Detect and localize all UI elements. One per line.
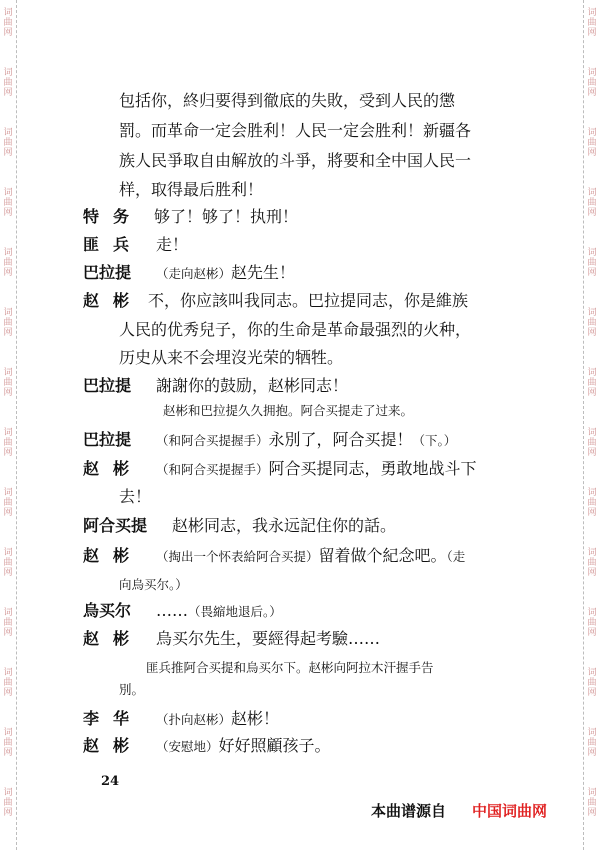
speaker-name: 烏买尔 bbox=[83, 601, 132, 620]
stage-direction: 向烏买尔。） bbox=[119, 577, 188, 592]
dialogue-text: 謝謝你的鼓励，赵彬同志！ bbox=[156, 376, 349, 395]
watermark-right: 词曲网 bbox=[587, 128, 597, 158]
watermark-right: 词曲网 bbox=[587, 728, 597, 758]
watermark-left: 词曲网 bbox=[3, 488, 13, 518]
stage-direction: （扑向赵彬） bbox=[156, 712, 232, 727]
watermark-left: 词曲网 bbox=[3, 188, 13, 218]
dialogue-text: 历史从来不会埋沒光荣的牺牲。 bbox=[119, 348, 344, 367]
watermark-right: 词曲网 bbox=[587, 668, 597, 698]
watermark-left: 词曲网 bbox=[3, 248, 13, 278]
dialogue-text: 留着做个紀念吧。 bbox=[318, 546, 447, 565]
speaker-name: 赵彬 bbox=[83, 736, 144, 755]
dialogue-text: 人民的优秀兒子，你的生命是革命最强烈的火种， bbox=[119, 320, 472, 339]
speaker-name: 阿合买提 bbox=[83, 516, 148, 535]
speaker-name: 赵彬 bbox=[83, 291, 144, 310]
speaker-name: 赵彬 bbox=[83, 546, 144, 565]
stage-direction: 赵彬和巴拉提久久拥抱。阿合买提走了过来。 bbox=[163, 403, 414, 418]
dialogue-text: …… bbox=[156, 601, 188, 620]
stage-direction: （下。） bbox=[412, 433, 457, 448]
watermark-left: 词曲网 bbox=[3, 608, 13, 638]
watermark-left: 词曲网 bbox=[3, 668, 13, 698]
source-site-link[interactable]: 中国词曲网 bbox=[472, 802, 548, 820]
dialogue-line bbox=[156, 546, 465, 567]
watermark-left: 词曲网 bbox=[3, 788, 13, 818]
watermark-left: 词曲网 bbox=[3, 368, 13, 398]
stage-direction: （掏出一个怀表給阿合买提） bbox=[156, 549, 319, 564]
continued-line: 包括你，終归要得到徹底的失敗，受到人民的懲 bbox=[119, 91, 456, 110]
dialogue-text: 够了！够了！执刑！ bbox=[154, 207, 299, 226]
speaker-name: 特务 bbox=[83, 207, 144, 226]
watermark-right: 词曲网 bbox=[587, 548, 597, 578]
dialogue-line bbox=[156, 430, 456, 451]
speaker-name: 巴拉提 bbox=[83, 376, 132, 395]
speaker-name: 李华 bbox=[83, 709, 144, 728]
watermark-left: 词曲网 bbox=[3, 428, 13, 458]
dialogue-line bbox=[156, 459, 477, 480]
dialogue-text: 烏买尔先生，要經得起考驗…… bbox=[156, 629, 381, 648]
watermark-right: 词曲网 bbox=[587, 488, 597, 518]
watermark-right: 词曲网 bbox=[587, 248, 597, 278]
watermark-left: 词曲网 bbox=[3, 548, 13, 578]
dialogue-text: 去！ bbox=[119, 487, 152, 506]
stage-direction: （和阿合买提握手） bbox=[156, 433, 269, 448]
watermark-right: 词曲网 bbox=[587, 428, 597, 458]
continued-line: 族人民爭取自由解放的斗爭，將要和全中国人民一 bbox=[119, 151, 472, 170]
source-credit bbox=[371, 800, 547, 821]
watermark-left: 词曲网 bbox=[3, 68, 13, 98]
dialogue-text: 阿合买提同志，勇敢地战斗下 bbox=[268, 459, 477, 478]
dialogue-text: 赵彬！ bbox=[231, 709, 280, 728]
dialogue-text: 赵彬同志，我永远記住你的話。 bbox=[172, 516, 397, 535]
watermark-right: 词曲网 bbox=[587, 68, 597, 98]
speaker-name: 巴拉提 bbox=[83, 263, 132, 282]
continued-line: 罰。而革命一定会胜利！人民一定会胜利！新疆各 bbox=[119, 121, 472, 140]
stage-direction: （安慰地） bbox=[156, 739, 219, 754]
watermark-left: 词曲网 bbox=[3, 8, 13, 38]
speaker-name: 赵彬 bbox=[83, 629, 144, 648]
stage-direction: （走 bbox=[446, 549, 466, 564]
source-label: 本曲谱源自 bbox=[371, 802, 447, 820]
speaker-name: 巴拉提 bbox=[83, 430, 132, 449]
stage-direction: （和阿合买提握手） bbox=[156, 462, 269, 477]
dialogue-line bbox=[156, 709, 279, 730]
dialogue-text: 走！ bbox=[156, 235, 189, 254]
watermark-right: 词曲网 bbox=[587, 368, 597, 398]
stage-direction: （走向赵彬） bbox=[156, 266, 232, 281]
watermark-left: 词曲网 bbox=[3, 308, 13, 338]
watermark-left: 词曲网 bbox=[3, 728, 13, 758]
watermark-right: 词曲网 bbox=[587, 8, 597, 38]
dialogue-line bbox=[119, 574, 188, 595]
dialogue-text: 赵先生！ bbox=[231, 263, 296, 282]
stage-direction: 別。 bbox=[119, 682, 145, 697]
dialogue-line bbox=[156, 263, 295, 284]
page-number: 24 bbox=[101, 774, 120, 789]
speaker-name: 匪兵 bbox=[83, 235, 144, 254]
watermark-right: 词曲网 bbox=[587, 788, 597, 818]
dialogue-text: 好好照顧孩子。 bbox=[218, 736, 331, 755]
dialogue-text: 不，你应該叫我同志。巴拉提同志，你是維族 bbox=[148, 291, 469, 310]
continued-line: 样，取得最后胜利！ bbox=[119, 180, 264, 199]
speaker-name: 赵彬 bbox=[83, 459, 144, 478]
watermark-right: 词曲网 bbox=[587, 308, 597, 338]
stage-direction: 匪兵推阿合买提和烏买尔下。赵彬向阿拉木汗握手告 bbox=[146, 660, 434, 675]
watermark-right: 词曲网 bbox=[587, 188, 597, 218]
dialogue-line bbox=[156, 601, 282, 622]
watermark-right: 词曲网 bbox=[587, 608, 597, 638]
dialogue-text: 永別了，阿合买提！ bbox=[268, 430, 413, 449]
dialogue-line bbox=[156, 736, 331, 757]
stage-direction: （畏縮地退后。） bbox=[188, 604, 282, 619]
watermark-left: 词曲网 bbox=[3, 128, 13, 158]
